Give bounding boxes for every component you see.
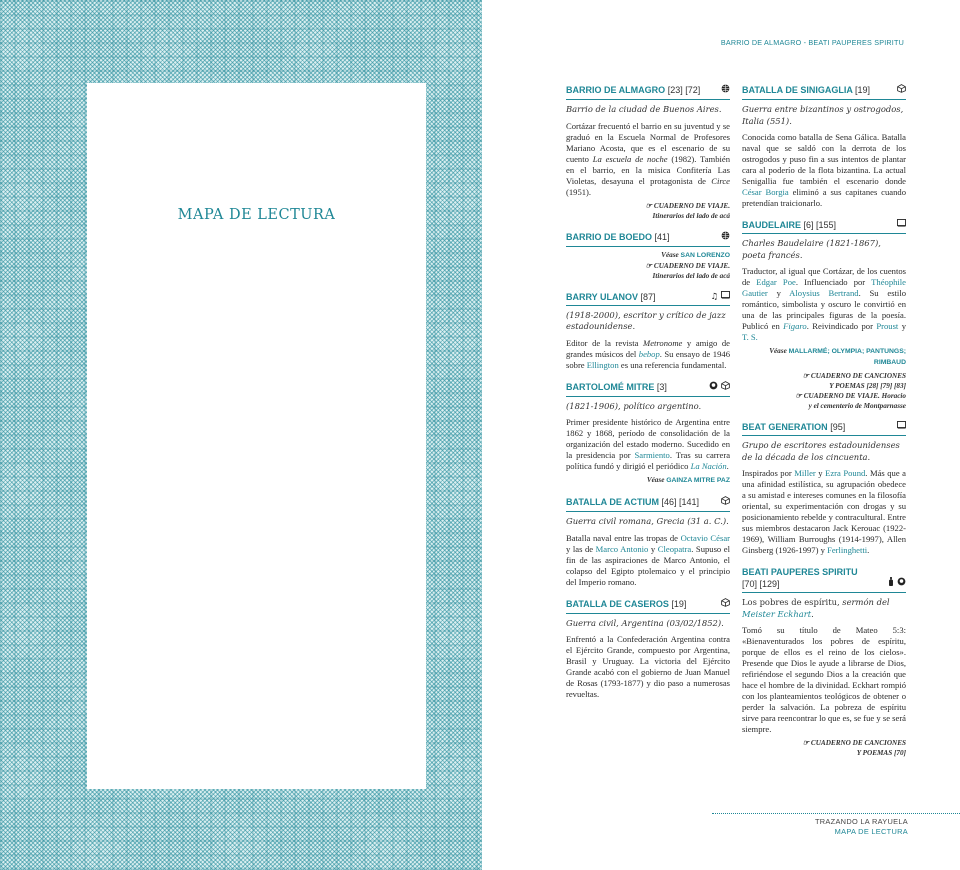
entry-baudelaire [742, 219, 906, 411]
entry-header [742, 84, 906, 100]
entry-header [566, 84, 730, 100]
entry-title: BEAT GENERATION [95] [742, 422, 846, 432]
entry-title: BATALLA DE ACTIUM [46] [141] [566, 497, 700, 507]
footer-book-title: TRAZANDO LA RAYUELA [814, 817, 908, 826]
entry-link[interactable]: Marco Antonio [595, 543, 649, 554]
entry-header [742, 219, 906, 234]
entry-title: BARRY ULANOV [87] [566, 291, 656, 302]
entry-barrio-de-almagro [566, 84, 730, 221]
face-icon [709, 383, 718, 393]
entry-reference: ☞ CUADERNO DE VIAJE. Itinerarios del lado de acá [645, 201, 730, 220]
entry-header [566, 496, 730, 512]
cube-icon [721, 598, 730, 611]
book-icon [721, 292, 730, 302]
entry-barry-ulanov [566, 291, 730, 371]
entry-subtitle: Guerra entre bizantinos y ostrogodos, Italia (551). [742, 104, 904, 126]
entry-subtitle: (1918-2000), escritor y crítico de jazz estadounidense. [566, 309, 726, 331]
entry-body: Batalla naval entre las tropas de Octavio César y las de Marco Antonio y Cleopatra. Supuso el fin de las aspiraciones de Marco Antonio, el colapso del Egipto ptolemaico y el principio del Imperio romano. [566, 532, 730, 587]
see-also: Véase GAINZA MITRE PAZ [646, 476, 730, 484]
entry-body: Enfrentó a la Confederación Argentina contra el Ejército Grande, compuesto por Argentina, Brasil y Uruguay. La victoria del Ejército Grande acabó con el gobierno de Juan Manuel de Rosas (1793-1877) y dio paso a numerosas revueltas. [566, 634, 730, 699]
entry-batalla-de-caseros [566, 598, 730, 701]
entry-batalla-de-sinigaglia [742, 84, 906, 209]
entry-body: Inspirados por Miller y Ezra Pound. Más que a una afinidad estilística, su agrupación obedece a su amistad e intereses comunes en la filosofía oriental, su experimentación con drogas y su posicionamiento rebelde y contracultural. Entre sus miembros destacaron Jack Kerouac (1922-1969), William Burroughs (1914-1997), Allen Ginsberg (1926-1997) y Ferlinghetti. [742, 468, 906, 555]
running-head: BARRIO DE ALMAGRO - BEATI PAUPERES SPIRITU [720, 38, 904, 47]
entry-subtitle: Charles Baudelaire (1821-1867), poeta francés. [742, 238, 881, 260]
entry-title: BARRIO DE ALMAGRO [23] [72] [566, 85, 701, 95]
entry-link[interactable]: Miller [794, 468, 816, 478]
see-also-link[interactable]: GAINZA MITRE PAZ [666, 477, 730, 484]
cube-icon [721, 383, 730, 393]
bottle-icon [888, 579, 894, 589]
entry-body: Conocida como batalla de Sena Gálica. Batalla naval que se saldó con la derrota de los ostrogodos y puso fin a sus intentos de plantar cara al poderío de la flota bizantina. La actual Senigallia fue también el escenario donde César Borgia eliminó a sus capitanes cuando pretendían traicionarlo. [742, 132, 906, 208]
entry-subtitle: Los pobres de espíritu, sermón del Meister Eckhart. [742, 597, 890, 619]
left-page-panel [87, 83, 426, 789]
book-icon [897, 219, 906, 231]
music-note-icon: ♫ [710, 291, 719, 302]
entry-reference: ☞ CUADERNO DE CANCIONES Y POEMAS [70] [802, 739, 906, 757]
entry-header [742, 566, 906, 593]
page-footer [815, 817, 908, 837]
cube-icon [897, 84, 906, 97]
entry-body: Primer presidente histórico de Argentina entre 1862 y 1868, período de consolidación de la organización del estado moderno. Sucedido en la presidencia por Sarmiento. Tras su carrera política fundó y dirigió el periódico La Nación. [566, 417, 731, 471]
see-also: Véase MALLARMÉ; OLYMPIA; PANTUNGS; RIMBAUD [769, 347, 906, 366]
globe-icon [721, 84, 730, 97]
entry-beati-pauperes-spiritu [742, 566, 906, 758]
face-icon [897, 579, 906, 589]
entry-body: Traductor, al igual que Cortázar, de los cuentos de Edgar Poe. Influenciado por Théophile Gautier y Aloysius Bertrand. Su estilo romántico, simbolista y oscuro le convirtió en una de las principales figuras de la poesía. Publicó en Figaro. Reivindicado por Proust y T. S. [742, 266, 907, 342]
entry-title: BARTOLOMÉ MITRE [3] [566, 381, 667, 392]
entry-subtitle: Grupo de escritores estadounidenses de la década de los cincuenta. [742, 440, 900, 462]
see-also-link[interactable]: SAN LORENZO [680, 251, 730, 259]
see-also-link[interactable]: MALLARMÉ; OLYMPIA; PANTUNGS; RIMBAUD [788, 348, 906, 366]
left-page-title: MAPA DE LECTURA [177, 207, 336, 223]
entry-link[interactable]: Meister Eckhart [742, 608, 812, 619]
entry-subtitle: Barrio de la ciudad de Buenos Aires. [566, 104, 722, 114]
entry-link[interactable]: Aloysius Bertrand [789, 288, 859, 298]
entry-header [566, 291, 730, 306]
entry-subtitle: (1821-1906), político argentino. [566, 400, 702, 411]
entry-subtitle: Guerra civil, Argentina (03/02/1852). [566, 617, 724, 628]
footer-section-title: MAPA DE LECTURA [834, 827, 908, 836]
entry-link[interactable]: Ellington [586, 359, 619, 370]
entry-link[interactable]: Ezra Pound [825, 468, 866, 478]
entry-subtitle: Guerra civil romana, Grecia (31 a. C.). [566, 516, 729, 526]
entry-reference: ☞ CUADERNO DE CANCIONES Y POEMAS [28] [79] [83] ☞ CUADERNO DE VIAJE. Horacio y el cementerio de Montparnasse [795, 372, 906, 410]
entry-title: BAUDELAIRE [6] [155] [742, 220, 837, 230]
entry-link[interactable]: bebop [638, 348, 660, 359]
entry-body: Tomó su título de Mateo 5:3: «Bienaventurados los pobres de espíritu, porque de ellos es el reino de los cielos». Presende que Dios le ayude a librarse de Dios, refiriéndose el segundo Dios a la creación que hace el hombre de la divinidad. Eckhart rompió con los planteamientos teológicos de obtener o perder la salvación. La pobreza de espíritu sirve para reencontrar lo que es, se fue y se será siempre. [742, 625, 906, 734]
book-icon [897, 421, 906, 433]
entry-batalla-de-actium [566, 496, 730, 588]
entry-link[interactable]: César Borgia [742, 187, 789, 197]
entry-link[interactable]: Octavio César [680, 532, 730, 543]
entry-link[interactable]: T. S. [742, 332, 758, 342]
entry-link[interactable]: Figaro [783, 321, 807, 331]
entry-body: Editor de la revista Metronome y amigo de grandes músicos del bebop. Su ensayo de 1946 sobre Ellington es una referencia fundamental. [566, 337, 730, 370]
entry-title: BATALLA DE SINIGAGLIA [19] [742, 85, 871, 95]
entry-link[interactable]: La Nación [690, 461, 727, 471]
entry-header [566, 231, 730, 247]
entry-link[interactable]: Sarmiento [634, 450, 670, 460]
entry-beat-generation [742, 421, 906, 556]
column-right [742, 84, 906, 768]
cube-icon [721, 496, 730, 509]
entry-bartolome-mitre [566, 381, 730, 487]
entry-header [566, 381, 730, 397]
entry-title: BARRIO DE BOEDO [41] [566, 231, 670, 242]
globe-icon [721, 231, 730, 244]
entry-header [566, 598, 730, 614]
entry-header [742, 421, 906, 436]
column-left [566, 84, 730, 710]
entry-link[interactable]: Cleopatra [657, 543, 692, 554]
entry-title: BATALLA DE CASEROS [19] [566, 598, 687, 609]
entry-link[interactable]: Edgar Poe [756, 277, 796, 287]
entry-reference: ☞ CUADERNO DE VIAJE. Itinerarios del lado de acá [645, 261, 730, 280]
entry-link[interactable]: Proust [876, 321, 899, 331]
entry-title: BEATI PAUPERES SPIRITU [70] [129] [742, 567, 858, 589]
entry-body: Cortázar frecuentó el barrio en su juventud y se graduó en la Escuela Normal de Profesores Mariano Acosta, que es el escenario de su cuento La escuela de noche (1982). También en el barrio, en la misica Confitería Las Violetas, desayuna el protagonista de Circe (1951). [566, 120, 730, 197]
entry-link[interactable]: Ferlinghetti [827, 545, 868, 555]
footer-divider [712, 813, 960, 814]
see-also: Véase SAN LORENZO [661, 250, 730, 259]
entry-link[interactable]: Théophile Gautier [742, 277, 906, 298]
entry-barrio-de-boedo [566, 231, 730, 281]
